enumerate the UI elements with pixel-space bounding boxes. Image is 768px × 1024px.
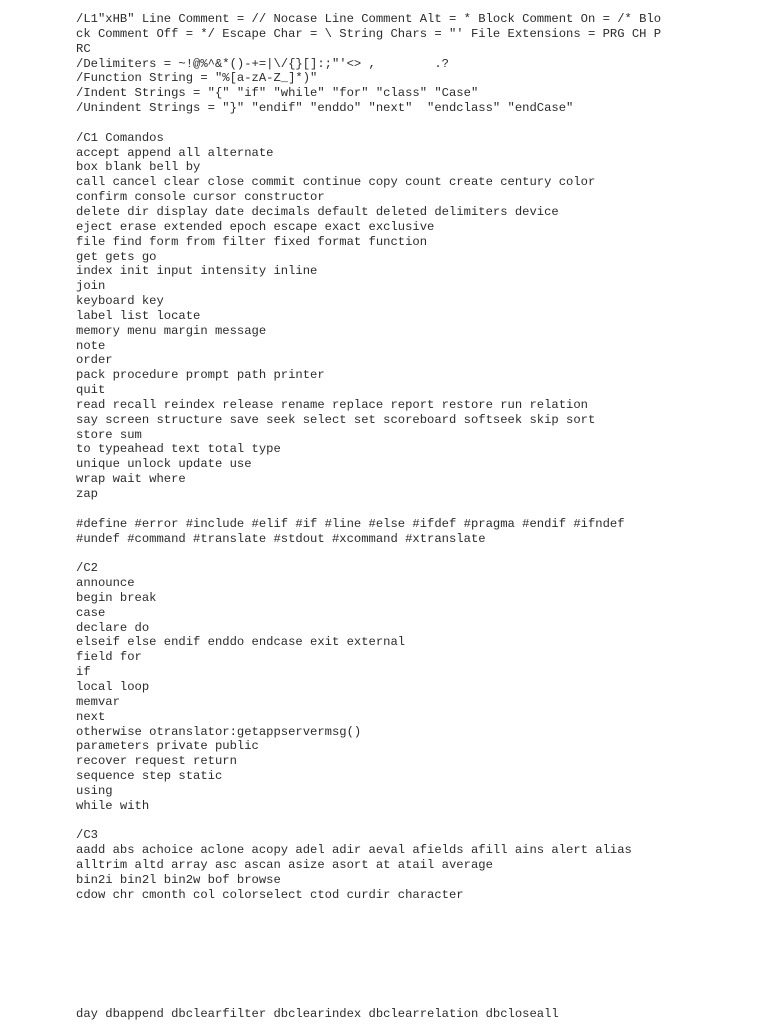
- keyword-line: declare do: [76, 620, 150, 635]
- directive-line: #define #error #include #elif #if #line #else #ifdef #pragma #endif #ifndef: [76, 516, 625, 531]
- spacer: [76, 502, 756, 517]
- keyword-line: quit: [76, 383, 106, 398]
- keyword-line: eject erase extended epoch escape exact exclusive: [76, 219, 435, 234]
- keyword-line: case: [76, 605, 106, 620]
- c1-commands-section: [76, 131, 756, 502]
- keyword-line: sequence step static: [76, 769, 223, 784]
- keyword-line: accept append all alternate: [76, 145, 274, 160]
- keyword-line: file find form from filter fixed format function: [76, 234, 428, 249]
- spacer: [76, 814, 756, 829]
- keyword-line: elseif else endif enddo endcase exit external: [76, 635, 406, 650]
- header-line: ck Comment Off = */ Escape Char = \ String Chars = "' File Extensions = PRG CH P: [76, 26, 662, 41]
- header-line: /Unindent Strings = "}" "endif" "enddo" "next" "endclass" "endCase": [76, 101, 574, 116]
- keyword-line: local loop: [76, 679, 150, 694]
- keyword-line: delete dir display date decimals default deleted delimiters device: [76, 204, 559, 219]
- keyword-line: join: [76, 279, 106, 294]
- spacer: [76, 116, 756, 131]
- keyword-line: otherwise otranslator:getappservermsg(): [76, 724, 362, 739]
- header-line: /Function String = "%[a-zA-Z_]*)": [76, 71, 318, 86]
- c3-section: [76, 828, 756, 902]
- keyword-line: pack procedure prompt path printer: [76, 368, 325, 383]
- page-gap: [76, 903, 756, 1007]
- keyword-line: if: [76, 665, 91, 680]
- keyword-line: day dbappend dbclearfilter dbclearindex dbclearrelation dbcloseall: [76, 1006, 559, 1021]
- preprocessor-section: [76, 517, 756, 547]
- header-line: /L1"xHB" Line Comment = // Nocase Line Comment Alt = * Block Comment On = /* Blo: [76, 12, 662, 26]
- keyword-line: get gets go: [76, 249, 157, 264]
- keyword-line: aadd abs achoice aclone acopy adel adir aeval afields afill ains alert alias: [76, 843, 632, 858]
- keyword-line: next: [76, 709, 106, 724]
- header-line: /Indent Strings = "{" "if" "while" "for" "class" "Case": [76, 86, 479, 101]
- keyword-line: begin break: [76, 590, 157, 605]
- header-settings: [76, 12, 756, 116]
- header-line: /Delimiters = ~!@%^&*()-+=|\/{}[]:;"'<> , .?: [76, 56, 449, 71]
- keyword-line: parameters private public: [76, 739, 259, 754]
- keyword-line: call cancel clear close commit continue copy count create century color: [76, 175, 596, 190]
- keyword-line: alltrim altd array asc ascan asize asort at atail average: [76, 858, 493, 873]
- directive-line: #undef #command #translate #stdout #xcommand #xtranslate: [76, 531, 486, 546]
- footer-section: [76, 1007, 756, 1022]
- keyword-line: store sum: [76, 427, 142, 442]
- document-page: [76, 12, 756, 1021]
- keyword-line: note: [76, 338, 106, 353]
- keyword-line: memvar: [76, 694, 120, 709]
- keyword-line: announce: [76, 576, 135, 591]
- keyword-line: zap: [76, 487, 98, 501]
- keyword-line: confirm console cursor constructor: [76, 190, 325, 205]
- keyword-line: cdow chr cmonth col colorselect ctod curdir character: [76, 887, 464, 902]
- keyword-line: unique unlock update use: [76, 457, 252, 472]
- keyword-line: while with: [76, 798, 150, 813]
- section-heading: /C2: [76, 561, 98, 576]
- header-line: RC: [76, 41, 91, 56]
- keyword-line: wrap wait where: [76, 472, 186, 487]
- section-heading: /C1 Comandos: [76, 130, 164, 145]
- keyword-line: read recall reindex release rename replace report restore run relation: [76, 397, 588, 412]
- keyword-line: keyboard key: [76, 294, 164, 309]
- keyword-line: field for: [76, 650, 142, 665]
- keyword-line: to typeahead text total type: [76, 442, 281, 457]
- keyword-line: using: [76, 783, 113, 798]
- keyword-line: say screen structure save seek select set scoreboard softseek skip sort: [76, 412, 596, 427]
- keyword-line: label list locate: [76, 308, 201, 323]
- keyword-line: order: [76, 353, 113, 368]
- keyword-line: memory menu margin message: [76, 323, 267, 338]
- c2-section: [76, 561, 756, 813]
- spacer: [76, 546, 756, 561]
- keyword-line: bin2i bin2l bin2w bof browse: [76, 872, 281, 887]
- keyword-line: index init input intensity inline: [76, 264, 318, 279]
- keyword-line: recover request return: [76, 754, 237, 769]
- section-heading: /C3: [76, 828, 98, 843]
- keyword-line: box blank bell by: [76, 160, 201, 175]
